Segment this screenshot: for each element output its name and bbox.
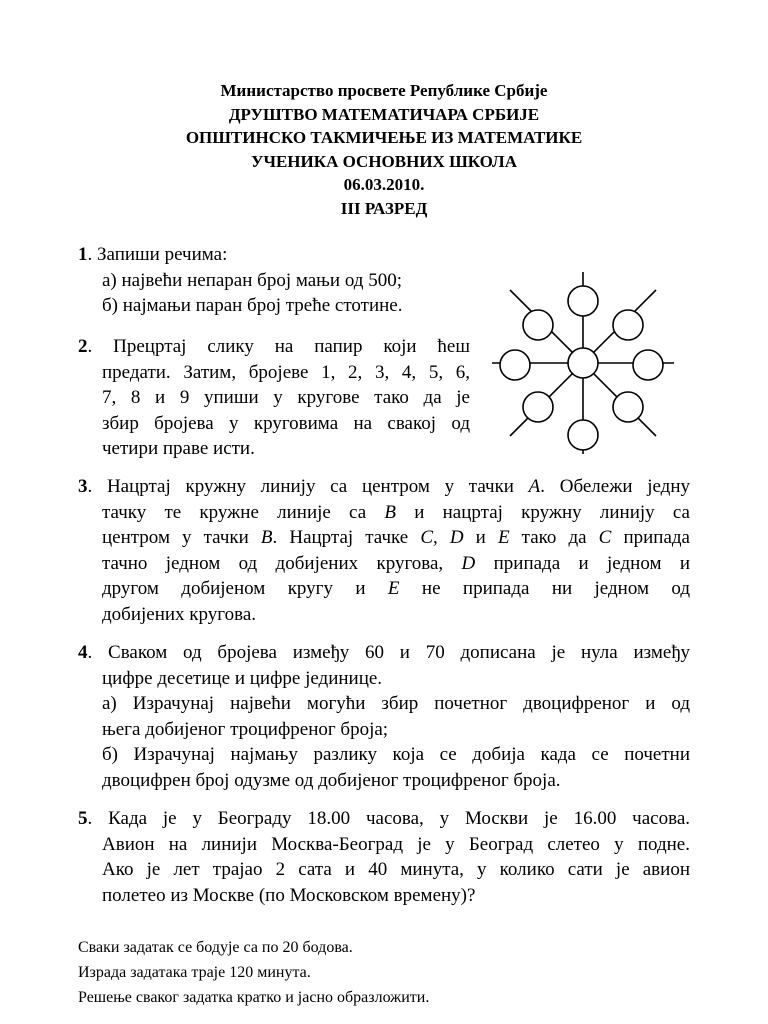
task-4 (78, 640, 690, 793)
task-1-intro: 1. Запиши речима: (78, 244, 228, 265)
society-line: ДРУШТВО МАТЕМАТИЧАРА СРБИЈЕ (228, 104, 540, 124)
explanation-note: Решење сваког задатка кратко и јасно образложити. (78, 989, 430, 1006)
task-4-line: 4. Сваком од бројева између 60 и 70 дописана је нула између (78, 642, 690, 663)
task-4-part-b: б) Израчунај најмању разлику која се добија када се почетни (102, 744, 690, 765)
task-4-part-a: а) Израчунај највећи могући збир почетног двоцифреног и од (102, 693, 690, 714)
task-3-line: добијених кругова. (102, 603, 257, 625)
task-4-line: двоцифрен број одузме од добијеног троцифреног броја. (102, 769, 561, 791)
task-2-line: четири праве исти. (102, 438, 255, 459)
circle (613, 392, 643, 422)
task-5-line: Авион на линији Москва-Београд је у Београд слетео у подне. (102, 833, 690, 855)
task-2-line: предати. Затим, бројеве 1, 2, 3, 4, 5, 6, (102, 361, 470, 383)
exam-date: 06.03.2010. (343, 175, 425, 194)
competition-line: ОПШТИНСКО ТАКМИЧЕЊЕ ИЗ МАТЕМАТИКЕ (185, 128, 583, 147)
task-5-line: 5. Када је у Београду 18.00 часова, у Москви је 16.00 часова. (78, 808, 690, 829)
task-1 (78, 242, 478, 319)
task-2-line: збир бројева у круговима на свакој од (102, 412, 470, 434)
circle (568, 420, 598, 450)
task-3-line: тачно једном од добијених кругова, D припада и једном и (102, 552, 690, 574)
task-2 (78, 334, 470, 462)
task-3 (78, 474, 690, 627)
task-4-line: њега добијеног троцифреног броја; (102, 718, 389, 740)
task-3-line: 3. Нацртај кружну линију са центром у тачки A. Обележи једну (78, 476, 691, 497)
task-number: 5 (78, 808, 88, 829)
task-2-line: 7, 8 и 9 упиши у кругове тако да је (102, 387, 470, 408)
ministry-line: Министарство просвете Републике Србије (220, 81, 548, 100)
task-2-line: 2. Прецртај слику на папир који ћеш (78, 336, 470, 357)
task-3-line: центром у тачки B. Нацртај тачке C, D и E тако да C припада (102, 527, 690, 548)
task-number: 4 (78, 642, 88, 663)
exam-footer (78, 935, 429, 1010)
circle (568, 286, 598, 316)
task-1-part-b: б) најмањи паран број треће стотине. (102, 295, 403, 316)
star-circles-figure (488, 268, 678, 458)
duration-note: Израда задатака траје 120 минута. (78, 964, 311, 981)
task-number: 2 (78, 336, 88, 357)
circle (633, 350, 663, 380)
students-line: УЧЕНИКА ОСНОВНИХ ШКОЛА (251, 151, 517, 171)
task-3-line: другом добијеном кругу и E не припада ни једном од (102, 578, 690, 599)
center-circle (568, 348, 598, 378)
task-5 (78, 806, 690, 908)
scoring-note: Сваки задатак се бодује са по 20 бодова. (78, 939, 353, 956)
task-5-line: Ако је лет трајао 2 сата и 40 минута, у колико сати је авион (102, 859, 690, 880)
circle (523, 392, 553, 422)
grade-title: III РАЗРЕД (340, 198, 428, 218)
task-5-line: полетео из Москве (по Московском времену)? (102, 884, 476, 906)
task-4-line: цифре десетице и цифре јединице. (102, 667, 383, 689)
task-1-part-a: а) највећи непаран број мањи од 500; (102, 269, 402, 291)
task-number: 1 (78, 244, 88, 265)
exam-header (0, 79, 768, 220)
task-3-line: тачку те кружне линије са B и нацртај кружну линију са (102, 501, 690, 523)
circle (500, 350, 530, 380)
circle (523, 310, 553, 340)
circle (613, 310, 643, 340)
task-number: 3 (78, 476, 88, 497)
